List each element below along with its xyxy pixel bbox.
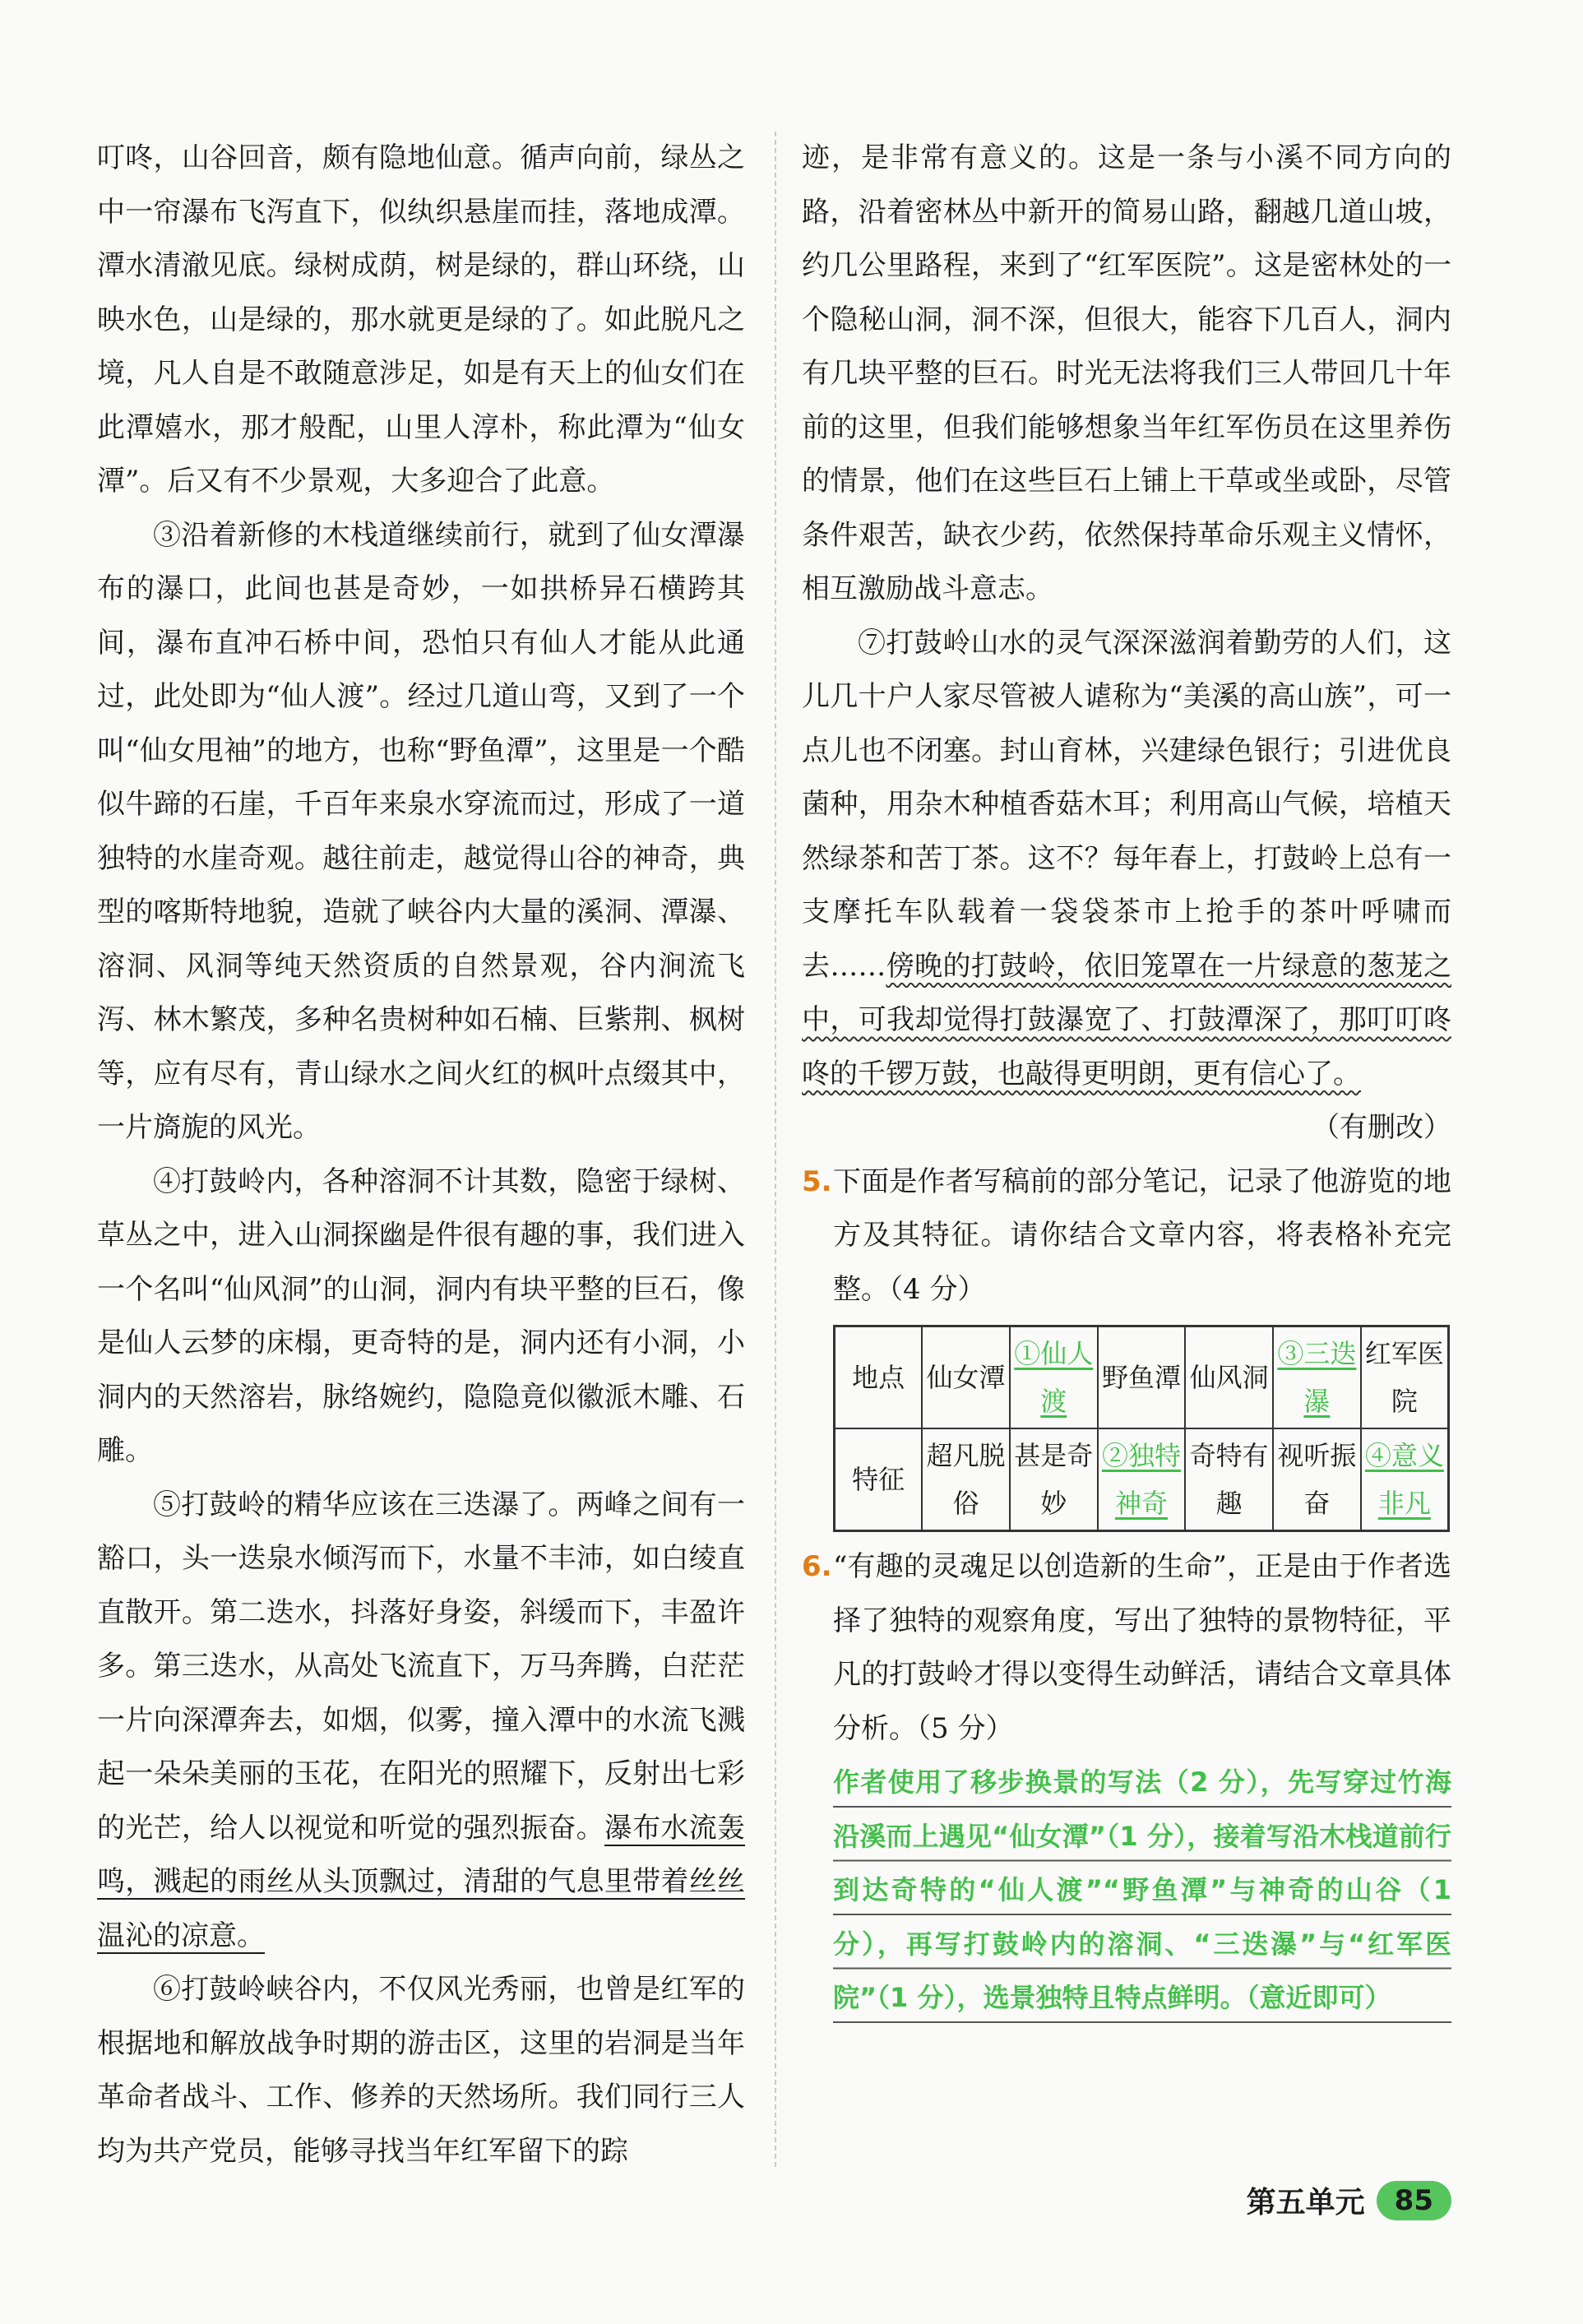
underlined-sentence: 瀑布水流轰鸣，溅起的雨丝从头顶飘过，清甜的气息里带着丝丝温沁的凉意。 (97, 1811, 746, 1952)
table-answer-cell (1361, 1428, 1449, 1531)
unit-title: 第五单元 (1246, 2186, 1365, 2220)
paragraph-6-continued: 迹，是非常有意义的。这是一条与小溪不同方向的路，沿着密林丛中新开的简易山路，翻越几道山坡，约几公里路程，来到了“红军医院”。这是密林处的一个隐秘山洞，洞不深，但很大，能容下几百人，洞内有几块平整的巨石。时光无法将我们三人带回几十年前的这里，但我们能够想象当年红军伤员在这里养伤的情景，他们在这些巨石上铺上干草或坐或卧，尽管条件艰苦，缺衣少药，依然保持革命乐观主义情怀，相互激励战斗意志。 (802, 141, 1451, 605)
table-cell: 红军医院 (1361, 1326, 1449, 1429)
question-5-points: （4 分） (889, 1272, 986, 1306)
page-number: 85 (1377, 2181, 1451, 2220)
question-6-answer: 作者使用了移步换景的写法（2 分），先写穿过竹海沿溪而上遇见“仙女潭”（1 分），接着写沿木栈道前行到达奇特的“仙人渡”“野鱼潭”与神奇的山谷（1 分），再写打鼓岭内的溶洞、“三迭瀑”与“红军医院”（1 分），选景独特且特点鲜明。（意近即可） (833, 1756, 1451, 2025)
answer-4: ④意义非凡 (1364, 1440, 1444, 1519)
source-note: （有删改） (1312, 1111, 1451, 1144)
paragraph-7 (802, 617, 1451, 1102)
paragraph-3: ③沿着新修的木栈道继续前行，就到了仙女潭瀑布的瀑口，此间也甚是奇妙，一如拱桥异石横跨其间，瀑布直冲石桥中间，恐怕只有仙人才能从此通过，此处即为“仙人渡”。经过几道山弯，又到了一个叫“仙女甩袖”的地方，也称“野鱼潭”，这里是一个酷似牛蹄的石崖，千百年来泉水穿流而过，形成了一道独特的水崖奇观。越往前走，越觉得山谷的神奇，典型的喀斯特地貌，造就了峡谷内大量的溪洞、潭瀑、溶洞、风洞等纯天然资质的自然景观，谷内涧流飞泻、林木繁茂，多种名贵树种如石楠、巨紫荆、枫树等，应有尽有，青山绿水之间火红的枫叶点缀其中，一片旖旎的风光。 (97, 518, 745, 1144)
table-answer-cell (1010, 1326, 1098, 1429)
paragraph-6: ⑥打鼓岭峡谷内，不仅风光秀丽，也曾是红军的根据地和解放战争时期的游击区，这里的岩洞是当年革命者战斗、工作、修养的天然场所。我们同行三人均为共产党员，能够寻找当年红军留下的踪 (97, 1973, 745, 2168)
paragraph-5-text: ⑤打鼓岭的精华应该在三迭瀑了。两峰之间有一豁口，头一迭泉水倾泻而下，水量不丰沛，如白绫直直散开。第二迭水，抖落好身姿，斜缓而下，丰盈许多。第三迭水，从高处飞流直下，万马奔腾，白茫茫一片向深潭奔去，如烟，似雾，撞入潭中的水流飞溅起一朵朵美丽的玉花，在阳光的照耀下，反射出七彩的光芒，给人以视觉和听觉的强烈振奋。 (97, 1488, 745, 1845)
table-answer-cell (1098, 1428, 1186, 1531)
answer-3: ③三迭瀑 (1277, 1338, 1357, 1417)
table-row-feature (835, 1428, 1449, 1531)
question-5-number: 5. (802, 1164, 832, 1198)
table-answer-cell (1273, 1326, 1361, 1429)
notes-table (833, 1325, 1450, 1532)
table-cell: 甚是奇妙 (1010, 1428, 1098, 1531)
column-divider (775, 132, 776, 2167)
table-cell: 仙风洞 (1185, 1326, 1273, 1429)
question-6 (802, 1540, 1451, 1756)
question-6-prompt: “有趣的灵魂足以创造新的生命”，正是由于作者选择了独特的观察角度，写出了独特的景物特征，平凡的打鼓岭才得以变得生动鲜活，请结合文章具体分析。 (833, 1550, 1451, 1745)
right-column (802, 132, 1451, 2025)
question-5-prompt: 下面是作者写稿前的部分笔记，记录了他游览的地方及其特征。请你结合文章内容，将表格补充完整。 (833, 1164, 1451, 1306)
paragraph-7-text: ⑦打鼓岭山水的灵气深深滋润着勤劳的人们，这儿几十户人家尽管被人谑称为“美溪的高山族”，可一点儿也不闭塞。封山育林，兴建绿色银行；引进优良菌种，用杂木种植香菇木耳；利用高山气候，培植天然绿茶和苦丁茶。这不？每年春上，打鼓岭上总有一支摩托车队载着一袋袋茶市上抢手的茶叶呼啸而去…… (802, 626, 1451, 983)
table-header-feature: 特征 (835, 1428, 923, 1531)
question-5 (802, 1155, 1451, 1317)
table-cell: 野鱼潭 (1098, 1326, 1186, 1429)
paragraph-5 (97, 1479, 745, 1964)
question-5-text (833, 1155, 1451, 1317)
paragraph-4: ④打鼓岭内，各种溶洞不计其数，隐密于绿树、草丛之中，进入山洞探幽是件很有趣的事，我们进入一个名叫“仙风洞”的山洞，洞内有块平整的巨石，像是仙人云梦的床榻，更奇特的是，洞内还有小洞，小洞内的天然溶岩，脉络婉约，隐隐竟似徽派木雕、石雕。 (97, 1164, 745, 1467)
answer-2: ②独特神奇 (1101, 1440, 1181, 1519)
question-6-text (833, 1540, 1451, 1756)
answer-1: ①仙人渡 (1014, 1338, 1094, 1417)
table-cell: 奇特有趣 (1185, 1428, 1273, 1531)
left-column (97, 132, 745, 2178)
table-cell: 超凡脱俗 (922, 1428, 1010, 1531)
table-cell: 视听振奋 (1273, 1428, 1361, 1531)
paragraph-2-continued: 叮咚，山谷回音，颇有隐地仙意。循声向前，绿丛之中一帘瀑布飞泻直下，似纨织悬崖而挂，落地成潭。潭水清澈见底。绿树成荫，树是绿的，群山环绕，山映水色，山是绿的，那水就更是绿的了。如此脱凡之境，凡人自是不敢随意涉足，如是有天上的仙女们在此潭嬉水，那才般配，山里人淳朴，称此潭为“仙女潭”。后又有不少景观，大多迎合了此意。 (97, 141, 745, 498)
question-6-points: （5 分） (917, 1711, 1014, 1745)
table-header-location: 地点 (835, 1326, 923, 1429)
question-6-number: 6. (802, 1550, 832, 1583)
table-row-location (835, 1326, 1449, 1429)
table-cell: 仙女潭 (922, 1326, 1010, 1429)
page-footer (1247, 2179, 1451, 2221)
wavy-underlined-sentence: 傍晚的打鼓岭，依旧笼罩在一片绿意的葱茏之中，可我却觉得打鼓瀑宽了、打鼓潭深了，那叮叮咚咚的千锣万鼓，也敲得更明朗，更有信心了。 (802, 949, 1452, 1090)
